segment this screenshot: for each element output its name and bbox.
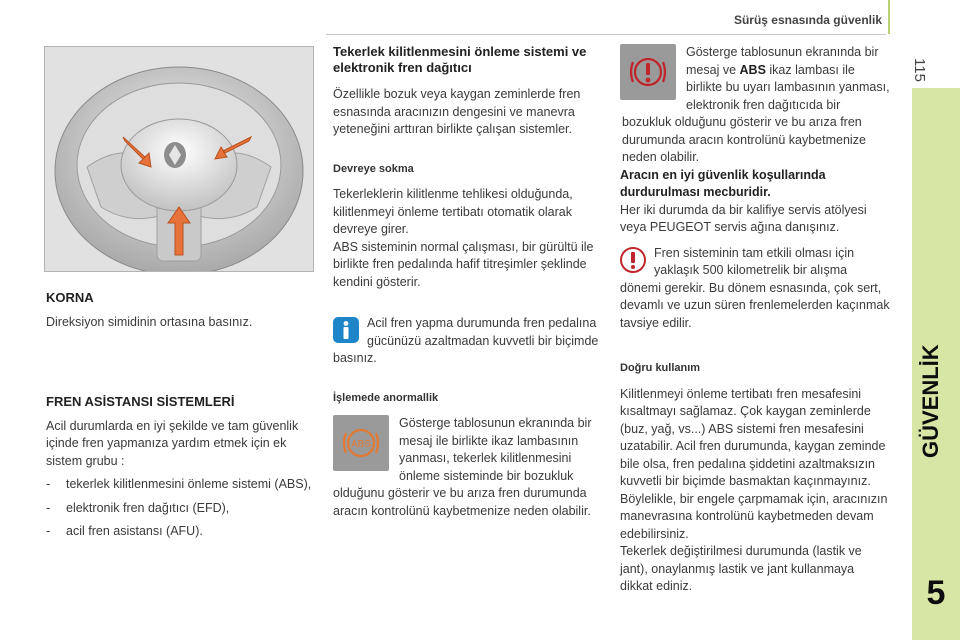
must-stop-notice: Aracın en iyi güvenlik koşullarında durdurulması mecburidir. xyxy=(620,167,826,199)
brake-system-list xyxy=(46,476,316,541)
brake-assist-intro: Acil durumlarda en iyi şekilde ve tam güvenlik içinde fren yapmanıza yardım etmek için ek sistem grubu : xyxy=(46,418,299,468)
abs-lamp-label: ABS xyxy=(350,439,372,450)
info-icon xyxy=(333,317,359,343)
abs-warning-lamp xyxy=(333,415,389,471)
steering-wheel-figure xyxy=(44,46,314,272)
chapter-label: GÜVENLİK xyxy=(918,344,943,458)
chapter-label-wrap xyxy=(912,198,960,458)
activation-heading: Devreye sokma xyxy=(333,162,414,175)
caution-text: Fren sisteminin tam etkili olması için yaklaşık 500 kilometrelik bir alışma dönemi gerekir. Bu dönem esnasında, çok sert, devamlı ve uzun süren frenlemelerden kaçınmak tavsiye edilir. xyxy=(620,245,890,330)
brake-assist-heading: FREN ASİSTANSI SİSTEMLERİ xyxy=(46,393,235,409)
brake-lamp-icon xyxy=(627,51,669,93)
header-rule xyxy=(326,34,886,35)
service-text: Her iki durumda da bir kalifiye servis atölyesi veya PEUGEOT servis ağına danışınız. xyxy=(620,202,867,234)
usage-heading: Doğru kullanım xyxy=(620,362,701,374)
horn-text: Direksiyon simidinin ortasına basınız. xyxy=(46,315,253,329)
steering-wheel-illustration xyxy=(45,47,313,271)
activation-paragraph-1: Tekerleklerin kilitlenme tehlikesi olduğunda, kilitlenmeyi önleme tertibatı otomatik olarak devreye girer. xyxy=(333,187,573,236)
abs-section-heading: Tekerlek kilitlenmesini önleme sistemi ve elektronik fren dağıtıcı xyxy=(333,44,587,75)
list-item: - tekerlek kilitlenmesini önleme sistemi (ABS), xyxy=(46,476,316,494)
caution-note xyxy=(620,245,890,333)
info-text: Acil fren yapma durumunda fren pedalına gücünüzü azaltmadan kuvvetli bir biçimde basınız. xyxy=(333,316,599,365)
chapter-number: 5 xyxy=(926,574,946,612)
chapter-sidebar xyxy=(912,88,960,640)
column-middle xyxy=(333,44,605,520)
efd-warning-block xyxy=(620,44,890,167)
list-item: - elektronik fren dağıtıcı (EFD), xyxy=(46,500,316,518)
usage-paragraph-1: Kilitlenmeyi önleme tertibatı fren mesafesini kısaltmayı sağlamaz. Çok kaygan zeminlerde (buz, yağ, vs...) ABS sistemi fren mesafesini uzatabilir. Acil fren durumunda, kaygan zeminde bile olsa, fren pedalına şiddetini azaltmaksızın kuvvetli bir biçimde basmaktan kaçınmayınız. Böylelikle, bir engele çarpmamak için, aracınızın manevrasına kontrolünü kaybetmeden devam edebilirsiniz. xyxy=(620,386,888,541)
horn-heading: KORNA xyxy=(46,290,94,305)
efd-warning-text: Gösterge tablosunun ekranında bir mesaj ve ABS ikaz lambası ile birlikte bu uyarı lambasının yanması, elektronik fren dağıtıcıda bir bozukluk olduğunu gösterir ve bu arıza fren durumunda aracın kontrolünü kaybetmenize neden olabilir. xyxy=(622,45,890,164)
column-right xyxy=(620,44,890,596)
abs-lamp-icon xyxy=(340,422,382,464)
header-accent-tick xyxy=(888,0,890,34)
fault-text: Gösterge tablosunun ekranında bir mesaj ile birlikte ikaz lambasının yanması, tekerlek kilitlenmesini önleme sisteminde bir bozukluk olduğunu gösterir ve bu arıza fren durumunda aracın kontrolünü kaybetmenize neden olabilir. xyxy=(333,416,592,518)
activation-paragraph-2: ABS sisteminin normal çalışması, bir gürültü ile birlikte fren pedalında hafif titreşimler şeklinde kendini gösterir. xyxy=(333,239,594,289)
page-number: 115 xyxy=(911,58,928,82)
fault-heading: İşlemede anormallik xyxy=(333,391,439,404)
fault-block xyxy=(333,415,605,520)
warning-icon xyxy=(620,247,646,273)
abs-intro: Özellikle bozuk veya kaygan zeminlerde fren esnasında aracınızın dengesini ve manevra yeteneğini arttıran birlikte çalışan sistemler. xyxy=(333,87,581,136)
column-left xyxy=(46,290,316,541)
brake-warning-lamp xyxy=(620,44,676,100)
usage-paragraph-2: Tekerlek değiştirilmesi durumunda (lastik ve jant), onaylanmış lastik ve jant kullanmaya dikkat ediniz. xyxy=(620,544,862,593)
page-header-title: Sürüş esnasında güvenlik xyxy=(733,13,882,27)
info-note xyxy=(333,315,605,368)
list-item: - acil fren asistansı (AFU). xyxy=(46,523,316,541)
abs-bold-label: ABS xyxy=(739,62,766,77)
